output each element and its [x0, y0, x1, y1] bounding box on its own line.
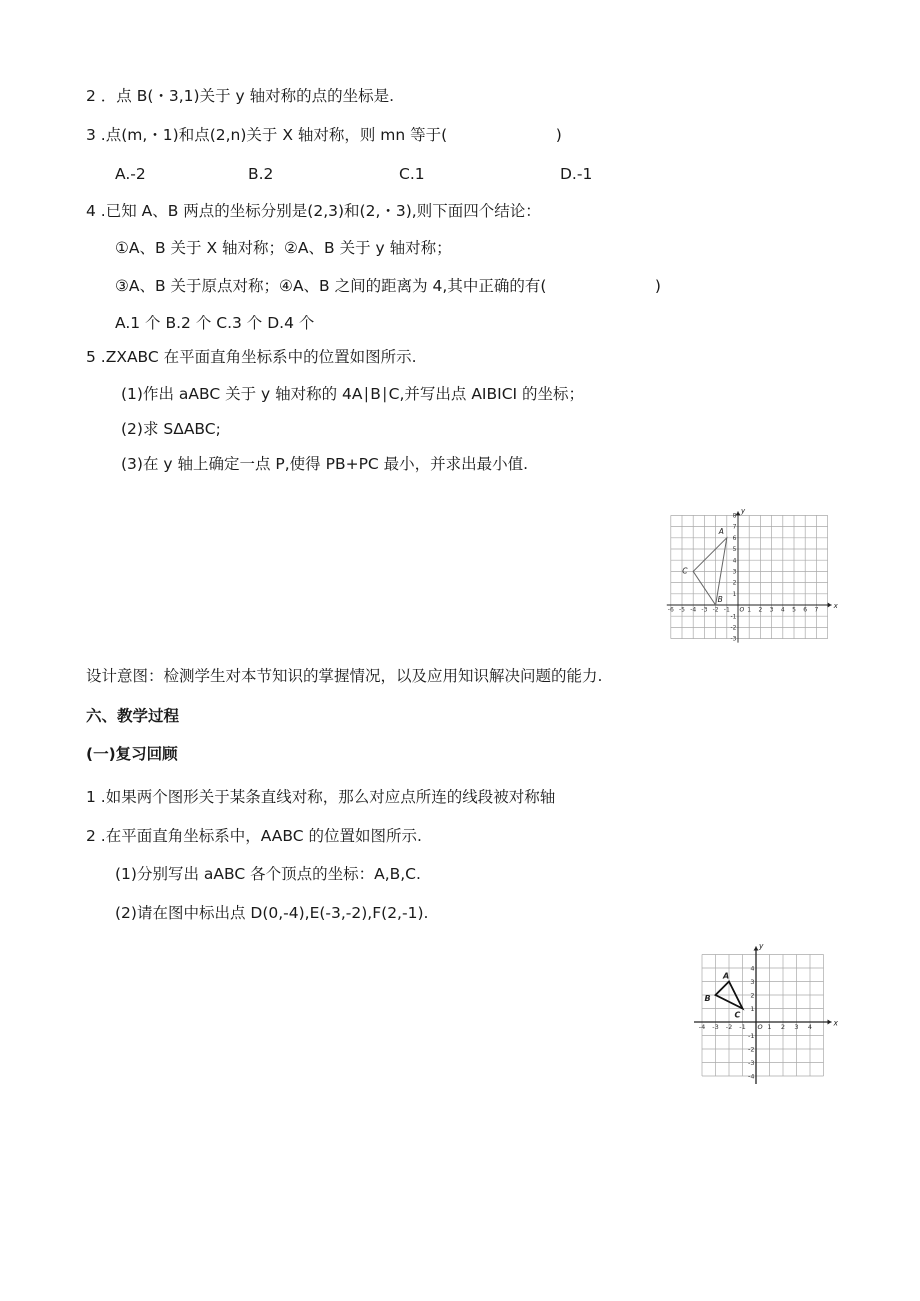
- q3-option-d: D.-1: [560, 165, 593, 183]
- y-tick-label: 2: [732, 579, 737, 587]
- section-heading: 六、教学过程: [86, 707, 180, 725]
- y-tick-label: 1: [750, 1004, 755, 1013]
- x-tick-label: 5: [792, 606, 796, 614]
- review-subquestion-1: (1)分别写出 aABC 各个顶点的坐标：A,B,C.: [115, 865, 421, 883]
- x-tick-label: -1: [739, 1023, 746, 1031]
- x-tick-label: 7: [814, 606, 819, 614]
- y-tick-label: 5: [732, 546, 737, 554]
- vertex-label-b: B: [717, 595, 723, 604]
- x-tick-label: -4: [698, 1023, 706, 1031]
- y-tick-label: -1: [730, 613, 737, 621]
- x-axis-arrow: [828, 603, 832, 608]
- x-tick-label: 4: [780, 606, 785, 614]
- q3-option-a: A.-2: [115, 165, 146, 183]
- x-tick-label: -4: [690, 606, 697, 614]
- y-tick-label: 3: [732, 568, 737, 576]
- review-subquestion-2: (2)请在图中标出点 D(0,-4),E(-3,-2),F(2,-1).: [115, 904, 429, 922]
- vertex-label-c: C: [734, 1010, 741, 1020]
- coordinate-figure-1: [660, 483, 840, 649]
- question-3: 3 .点(m,・1)和点(2,n)关于 X 轴对称，则 mn 等于( ): [86, 126, 562, 144]
- coordinate-figure-2: [688, 940, 838, 1100]
- y-tick-label: 3: [750, 977, 755, 986]
- q5-subquestion-2: (2)求 SΔABC;: [121, 420, 221, 438]
- y-tick-label: -4: [748, 1072, 755, 1081]
- y-axis-label: y: [741, 507, 746, 516]
- review-item-2: 2 .在平面直角坐标系中，AABC 的位置如图所示.: [86, 827, 422, 845]
- x-tick-label: -2: [725, 1023, 733, 1031]
- q4-options: A.1 个 B.2 个 C.3 个 D.4 个: [115, 314, 315, 332]
- y-axis-label: y: [759, 941, 764, 951]
- x-tick-label: 3: [794, 1023, 799, 1031]
- vertex-label-b: B: [704, 994, 711, 1003]
- vertex-label-a: A: [723, 971, 730, 981]
- question-5: 5 .ZXABC 在平面直角坐标系中的位置如图所示.: [86, 348, 417, 366]
- x-tick-label: 1: [747, 606, 752, 614]
- subsection-heading: (一)复习回顾: [86, 745, 178, 763]
- q5-subquestion-3: (3)在 y 轴上确定一点 P,使得 PB+PC 最小，并求出最小值.: [121, 455, 529, 473]
- y-tick-label: 8: [732, 512, 737, 520]
- y-tick-label: 1: [732, 590, 737, 598]
- y-tick-label: 7: [732, 523, 737, 531]
- x-tick-label: 3: [769, 606, 774, 614]
- design-intent: 设计意图：检测学生对本节知识的掌握情况，以及应用知识解决问题的能力.: [86, 667, 603, 685]
- y-tick-label: 6: [732, 534, 737, 542]
- x-tick-label: 1: [767, 1023, 772, 1031]
- y-tick-label: 4: [750, 964, 755, 973]
- vertex-label-a: A: [718, 526, 724, 536]
- question-4: 4 .已知 A、B 两点的坐标分别是(2,3)和(2,・3),则下面四个结论：: [86, 202, 541, 220]
- q3-option-b: B.2: [248, 165, 274, 183]
- y-tick-label: 4: [732, 557, 737, 565]
- x-tick-label: -1: [723, 606, 730, 614]
- x-tick-label: 2: [780, 1023, 786, 1031]
- y-tick-label: -1: [748, 1031, 755, 1040]
- review-item-1: 1 .如果两个图形关于某条直线对称，那么对应点所连的线段被对称轴: [86, 788, 556, 806]
- q5-subquestion-1: (1)作出 aABC 关于 y 轴对称的 4A∣B∣C,并写出点 AIBICI 的坐标；: [121, 385, 585, 403]
- q4-statement-line-2: ③A、B 关于原点对称；④A、B 之间的距离为 4,其中正确的有( ): [115, 277, 661, 295]
- question-2: 2 ．点 B(・3,1)关于 y 轴对称的点的坐标是.: [86, 87, 395, 105]
- x-axis-label: x: [833, 1018, 838, 1028]
- y-axis-arrow: [754, 947, 759, 951]
- y-tick-label: -3: [748, 1058, 755, 1067]
- q4-statement-line-1: ①A、B 关于 X 轴对称；②A、B 关于 y 轴对称；: [115, 239, 452, 257]
- x-tick-label: -3: [712, 1023, 719, 1031]
- origin-label: O: [739, 606, 745, 614]
- y-tick-label: -2: [730, 624, 737, 632]
- x-tick-label: 2: [758, 606, 763, 614]
- y-tick-label: 2: [750, 991, 755, 1000]
- x-tick-label: -2: [712, 606, 719, 614]
- x-tick-label: 6: [803, 606, 808, 614]
- x-axis-arrow: [828, 1020, 832, 1025]
- y-tick-label: -3: [730, 635, 737, 643]
- x-tick-label: -3: [701, 606, 708, 614]
- x-tick-label: -6: [667, 606, 674, 614]
- y-tick-label: -2: [748, 1045, 755, 1054]
- origin-label: O: [757, 1023, 763, 1031]
- vertex-label-c: C: [682, 566, 688, 576]
- q3-option-c: C.1: [399, 165, 425, 183]
- x-axis-label: x: [833, 602, 838, 610]
- x-tick-label: 4: [807, 1023, 813, 1031]
- x-tick-label: -5: [679, 606, 685, 614]
